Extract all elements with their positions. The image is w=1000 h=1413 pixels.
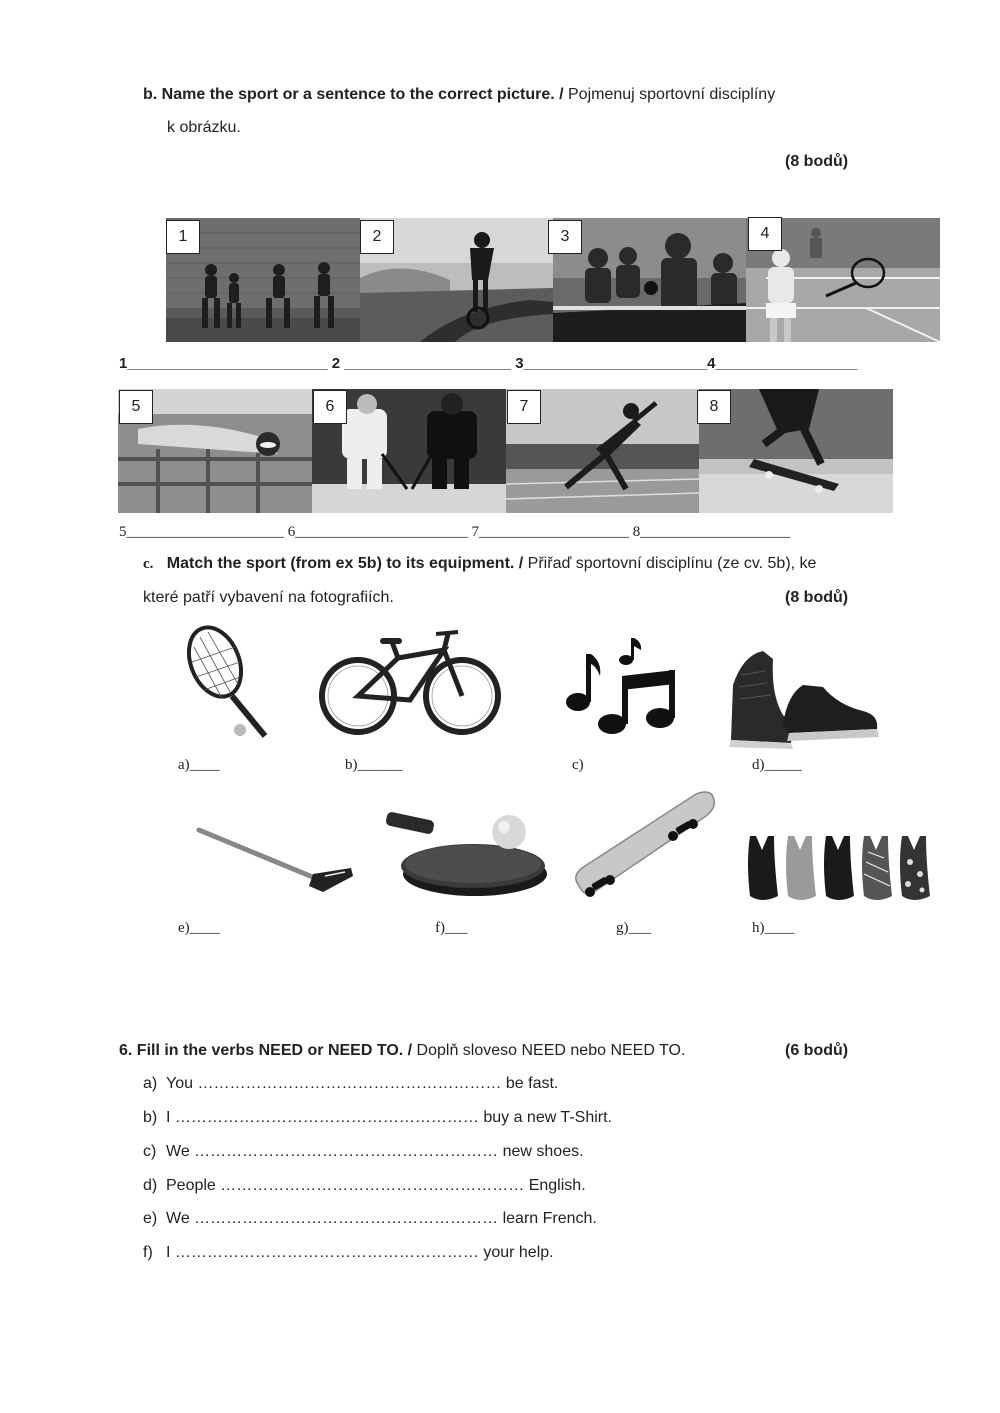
photo-number-3: 3 bbox=[548, 220, 582, 254]
section-b-heading-line2: k obrázku. bbox=[167, 119, 241, 136]
fill-sentence-text: I ………………………………………………… buy a new T-Shirt. bbox=[166, 1109, 612, 1126]
sneakers-icon bbox=[723, 645, 881, 750]
section-c-heading bbox=[143, 555, 816, 573]
equipment-label-f[interactable]: f)___ bbox=[435, 920, 468, 936]
section-b-heading-normal: Pojmenuj sportovní disciplíny bbox=[563, 86, 776, 103]
section-c-heading-line2: které patří vybavení na fotografiích. bbox=[143, 589, 394, 606]
photo-number-7: 7 bbox=[507, 390, 541, 424]
photo-number-1: 1 bbox=[166, 220, 200, 254]
section-6-heading-normal: Doplň sloveso NEED nebo NEED TO. bbox=[412, 1042, 686, 1059]
fill-sentence-text: You ………………………………………………… be fast. bbox=[166, 1075, 559, 1092]
section-6-points: (6 bodů) bbox=[785, 1042, 849, 1059]
section-b-heading-bold: b. Name the sport or a sentence to the correct picture. / bbox=[143, 86, 564, 103]
fill-sentence-label: f) bbox=[143, 1244, 153, 1261]
section-c-label: c. bbox=[143, 556, 154, 572]
equipment-label-c[interactable]: c) bbox=[572, 757, 584, 773]
skateboard-icon bbox=[568, 788, 718, 906]
section-6-heading-bold: 6. Fill in the verbs NEED or NEED TO. / bbox=[119, 1042, 413, 1059]
equipment-label-e[interactable]: e)____ bbox=[178, 920, 220, 936]
fill-sentence-d[interactable] bbox=[143, 1177, 586, 1195]
answer-row-2[interactable]: 5_____________________ 6_______________________ 7____________________ 8____________________ bbox=[119, 524, 791, 540]
fill-sentence-text: I ………………………………………………… your help. bbox=[166, 1244, 554, 1261]
section-6-heading bbox=[119, 1042, 685, 1060]
equipment-label-g[interactable]: g)___ bbox=[616, 920, 651, 936]
fill-sentence-label: e) bbox=[143, 1210, 158, 1227]
fill-sentence-label: c) bbox=[143, 1143, 157, 1160]
photo-number-2: 2 bbox=[360, 220, 394, 254]
photo-number-5: 5 bbox=[119, 390, 153, 424]
fill-sentence-text: We ………………………………………………… new shoes. bbox=[166, 1143, 584, 1160]
section-b-heading bbox=[143, 86, 775, 104]
ping-pong-paddle-icon bbox=[380, 808, 550, 900]
tennis-racket-icon bbox=[180, 622, 275, 742]
fill-sentence-f[interactable] bbox=[143, 1244, 554, 1262]
section-b-points: (8 bodů) bbox=[785, 153, 849, 170]
fill-sentence-label: d) bbox=[143, 1177, 158, 1194]
music-notes-icon bbox=[562, 632, 680, 740]
hockey-stick-icon bbox=[195, 826, 355, 896]
equipment-label-h[interactable]: h)____ bbox=[752, 920, 795, 936]
answer-row-1[interactable]: 1________________________ 2 ____________________ 3______________________4_________________ bbox=[119, 355, 858, 372]
photo-number-6: 6 bbox=[313, 390, 347, 424]
fill-sentence-label: a) bbox=[143, 1075, 158, 1092]
equipment-label-d[interactable]: d)_____ bbox=[752, 757, 802, 773]
section-c-heading-normal: Přiřaď sportovní disciplínu (ze cv. 5b), ke bbox=[523, 555, 817, 572]
photo-number-4: 4 bbox=[748, 217, 782, 251]
swimsuits-icon bbox=[744, 832, 934, 904]
bicycle-icon bbox=[318, 628, 503, 738]
fill-sentence-text: We ………………………………………………… learn French. bbox=[166, 1210, 597, 1227]
fill-sentence-b[interactable] bbox=[143, 1109, 612, 1127]
section-c-points: (8 bodů) bbox=[785, 589, 849, 606]
fill-sentence-a[interactable] bbox=[143, 1075, 558, 1093]
fill-sentence-text: People ………………………………………………… English. bbox=[166, 1177, 586, 1194]
section-c-heading-bold: Match the sport (from ex 5b) to its equipment. / bbox=[166, 555, 524, 572]
equipment-label-a[interactable]: a)____ bbox=[178, 757, 220, 773]
photo-number-8: 8 bbox=[697, 390, 731, 424]
equipment-label-b[interactable]: b)______ bbox=[345, 757, 403, 773]
fill-sentence-c[interactable] bbox=[143, 1143, 584, 1161]
fill-sentence-label: b) bbox=[143, 1109, 158, 1126]
fill-sentence-e[interactable] bbox=[143, 1210, 597, 1228]
